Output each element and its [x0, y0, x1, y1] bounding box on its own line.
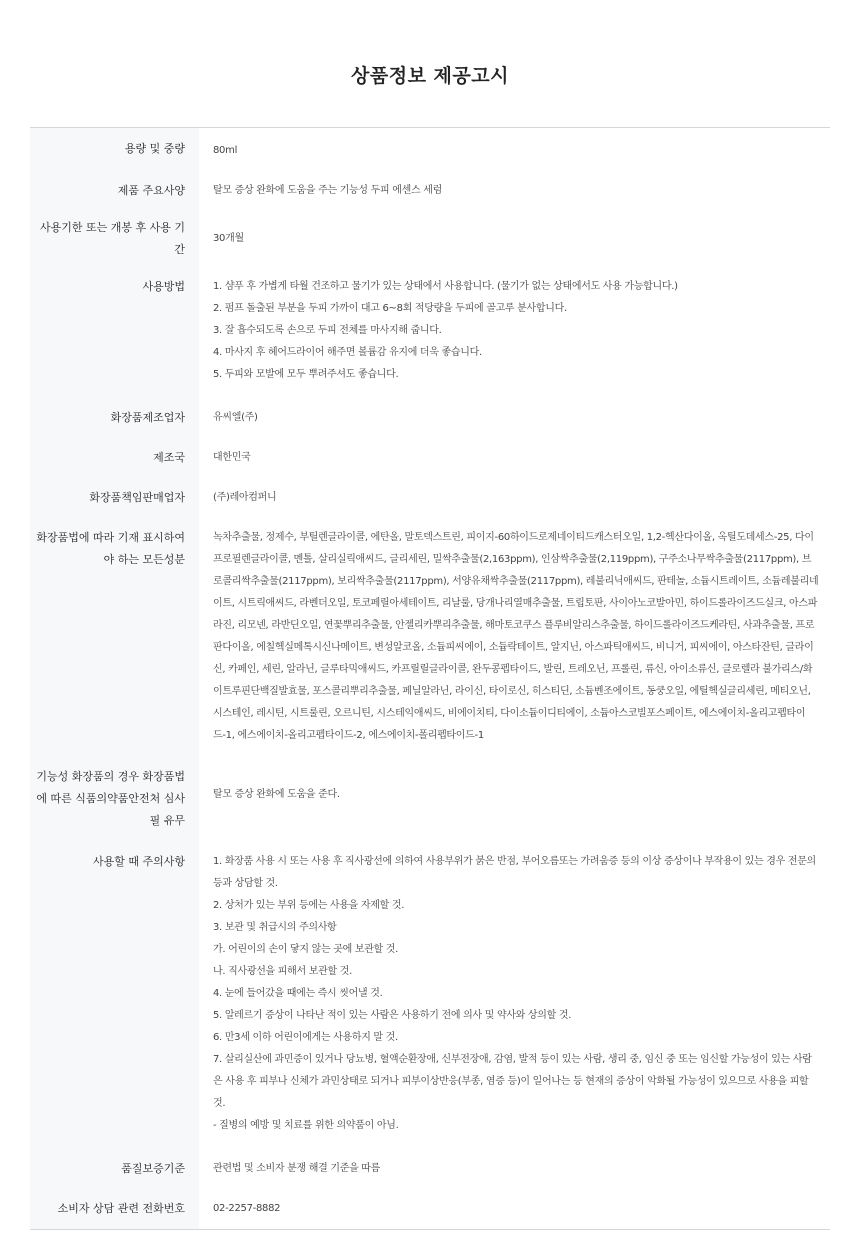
row-label: 화장품책임판매업자 — [30, 478, 199, 518]
value-line: 관련법 및 소비자 분쟁 해결 기준을 따름 — [213, 1163, 381, 1174]
value-line: 4. 마사지 후 헤어드라이어 해주면 볼륨감 유지에 더욱 좋습니다. — [213, 347, 482, 358]
value-line: 가. 어린이의 손이 닿지 않는 곳에 보관할 것. — [213, 944, 399, 955]
page-title: 상품정보 제공고시 — [351, 65, 509, 87]
value-line: - 질병의 예방 및 치료를 위한 의약품이 아님. — [213, 1120, 399, 1131]
info-row-seller — [30, 478, 830, 518]
row-value — [199, 128, 830, 170]
info-row-quality — [30, 1149, 830, 1189]
value-line: 2. 상처가 있는 부위 등에는 사용을 자제할 것. — [213, 900, 405, 911]
value-line: 80ml — [213, 145, 238, 156]
row-value — [199, 518, 830, 759]
value-line: 5. 알레르기 증상이 나타난 적이 있는 사람은 사용하기 전에 의사 및 약사와 상의할 것. — [213, 1010, 572, 1021]
row-label: 기능성 화장품의 경우 화장품법에 따른 식품의약품안전처 심사 필 유무 — [30, 759, 199, 841]
value-line: 대한민국 — [213, 452, 251, 463]
value-line: 4. 눈에 들어갔을 때에는 즉시 씻어낼 것. — [213, 988, 383, 999]
value-line: 탈모 증상 완화에 도움을 주는 기능성 두피 에센스 세럼 — [213, 185, 442, 196]
info-row-manufacturer — [30, 398, 830, 438]
row-value — [199, 170, 830, 210]
row-value — [199, 1149, 830, 1189]
value-line: 30개월 — [213, 233, 244, 244]
value-line: 1. 샴푸 후 가볍게 타월 건조하고 물기가 있는 상태에서 사용합니다. (물기가 없는 상태에서도 사용 가능합니다.) — [213, 281, 678, 292]
info-row-phone — [30, 1189, 830, 1229]
value-line: 1. 화장품 사용 시 또는 사용 후 직사광선에 의하여 사용부위가 붉은 반점, 부어오름또는 가려움증 등의 이상 증상이나 부작용이 있는 경우 전문의 등과 상담할 것. — [213, 856, 816, 889]
value-line: (주)레아컴퍼니 — [213, 492, 277, 503]
info-row-cautions — [30, 841, 830, 1149]
row-value — [199, 210, 830, 268]
row-label: 제품 주요사양 — [30, 170, 199, 210]
row-label: 화장품제조업자 — [30, 398, 199, 438]
row-label: 용량 및 중량 — [30, 128, 199, 170]
info-row-expiry — [30, 210, 830, 268]
row-label: 사용방법 — [30, 268, 199, 398]
value-line: 녹차추출물, 정제수, 부틸렌글라이콜, 에탄올, 말토덱스트린, 피이지-60하이드로제네이티드캐스터오일, 1,2-헥산다이올, 옥틸도데세스-25, 다이프로필렌글라이콜, 멘톨, 살리실릭애씨드, 글리세린, 밀싹추출물(2,163ppm), 인삼싹추출물(2,119ppm), 구주소나무싹추출물(2117ppm), 브로콜리싹추출물(2117ppm), 보리싹추출물(2117ppm), 서양유채싹추출물(2117ppm), 레불리닉애씨드, 판테놀, 소듐시트레이트, 소듐레불리네이트, 시트릭애씨드, 라벤더오일, 토코페릴아세테이트, 리날룰, 당개나리열매추출물, 트립토판, 사이아노코발아민, 하이드롤라이즈드실크, 아스파라진, 리모넨, 라반딘오일, 연꽃뿌리추출물, 안젤리카뿌리추출물, 해마토코쿠스 플루비알리스추출물, 하이드롤라이즈드케라틴, 사과추출물, 프로판다이올, 에칠헥실메톡시신나메이트, 변성알코올, 소듐피씨에이, 소듐락테이트, 알지닌, 아스파틱애씨드, 비니거, 피씨에이, 아스타잔틴, 글라이신, 카페인, 세린, 알라닌, 글루타믹애씨드, 카프릴릴글라이콜, 완두콩펩타이드, 발린, 트레오닌, 프롤린, 류신, 아이소류신, 클로렐라 불가리스/화이트루핀단백질발효물, 포스콜리뿌리추출물, 페닐알라닌, 라이신, 타이로신, 히스티딘, 소듐벤조에이트, 동쿵오일, 에틸헥실글리세린, 메티오닌, 시스테인, 레시틴, 시트룰린, 오르니틴, 시스테익애씨드, 비에이치티, 다이소듐이디티에이, 소듐아스코빌포스페이트, 에스에이치-올리고펩타이드-1, 에스에이치-올리고펩타이드-2, 에스에이치-폴리펩타이드-1 — [213, 532, 819, 741]
info-row-country — [30, 438, 830, 478]
row-label: 사용기한 또는 개봉 후 사용 기간 — [30, 210, 199, 268]
row-label: 화장품법에 따라 기재 표시하여야 하는 모든성분 — [30, 518, 199, 759]
value-line: 7. 살리실산에 과민증이 있거나 당뇨병, 혈액순환장애, 신부전장애, 감염, 발적 등이 있는 사람, 생리 중, 임신 중 또는 임신할 가능성이 있는 사람은 사용 후 피부나 신체가 과민상태로 되거나 피부이상반응(부종, 염증 등)이 일어나는 등 현재의 증상이 악화될 가능성이 있으므로 사용을 피할 것. — [213, 1054, 812, 1109]
info-row-capacity — [30, 128, 830, 170]
row-value — [199, 268, 830, 398]
value-line: 02-2257-8882 — [213, 1203, 281, 1214]
product-info-table — [30, 127, 830, 1230]
row-label: 품질보증기준 — [30, 1149, 199, 1189]
row-value — [199, 438, 830, 478]
row-label: 소비자 상담 관련 전화번호 — [30, 1189, 199, 1229]
row-label: 사용할 때 주의사항 — [30, 841, 199, 1149]
value-line: 3. 보관 및 취급시의 주의사항 — [213, 922, 337, 933]
row-value — [199, 478, 830, 518]
row-value — [199, 1189, 830, 1229]
row-label: 제조국 — [30, 438, 199, 478]
row-value — [199, 759, 830, 841]
value-line: 3. 잘 흡수되도록 손으로 두피 전체를 마사지해 줍니다. — [213, 325, 442, 336]
value-line: 6. 만3세 이하 어린이에게는 사용하지 말 것. — [213, 1032, 398, 1043]
info-row-functional — [30, 759, 830, 841]
row-value — [199, 841, 830, 1149]
row-value — [199, 398, 830, 438]
value-line: 2. 펌프 돌출된 부분을 두피 가까이 대고 6~8회 적당량을 두피에 골고루 분사합니다. — [213, 303, 567, 314]
value-line: 탈모 증상 완화에 도움을 준다. — [213, 789, 340, 800]
value-line: 유씨엘(주) — [213, 412, 258, 423]
value-line: 나. 직사광선을 피해서 보관할 것. — [213, 966, 352, 977]
info-row-ingredients — [30, 518, 830, 759]
info-row-spec — [30, 170, 830, 210]
info-row-usage — [30, 268, 830, 398]
value-line: 5. 두피와 모발에 모두 뿌려주셔도 좋습니다. — [213, 369, 399, 380]
